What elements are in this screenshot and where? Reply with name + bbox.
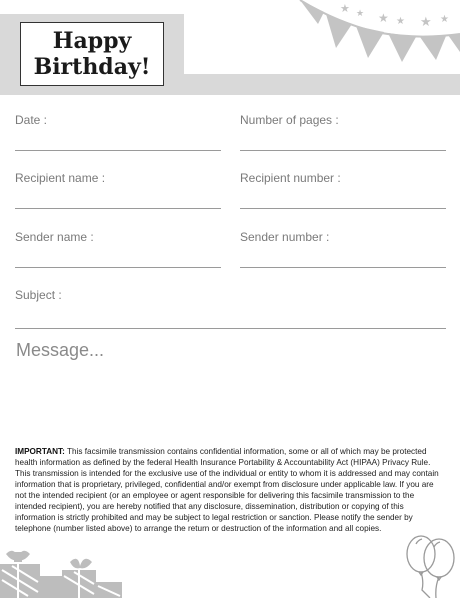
svg-text:★: ★ xyxy=(396,16,405,27)
gift-boxes-decoration xyxy=(0,548,130,598)
recipient-name-line xyxy=(15,208,221,209)
notice-body: This facsimile transmission contains confidential information, some or all of which may be protected health information as defined by the federal Health Insurance Portability & Accountability Act (HIPAA) Privacy Rule. This transmission is intended for the exclusive use of the individual or entity to whom it is addressed and may contain information that is proprietary, privileged, confidential and/or exempt from disclosure under applicable law. If you are not the intended recipient (or an employee or agent responsible for delivering this facsimile transmission to the intended recipient), you are hereby notified that any disclosure, dissemination, distribution or copying of this information is strictly prohibited and may be subject to legal restriction or sanction. Please notify the sender by telephone (number listed above) to arrange the return or destruction of the information and all copies. xyxy=(15,447,439,533)
svg-text:★: ★ xyxy=(420,14,432,29)
date-label: Date : xyxy=(15,113,48,127)
sender-name-line xyxy=(15,267,221,268)
subject-label: Subject : xyxy=(15,288,62,302)
notice-lead: IMPORTANT: xyxy=(15,447,65,456)
sender-number-label: Sender number : xyxy=(240,230,330,244)
recipient-number-line xyxy=(240,208,446,209)
pages-label: Number of pages : xyxy=(240,113,339,127)
sender-name-label: Sender name : xyxy=(15,230,94,244)
title-line-2: Birthday! xyxy=(33,54,151,80)
message-placeholder[interactable]: Message... xyxy=(16,340,105,360)
bunting-decoration xyxy=(296,0,460,62)
title-box xyxy=(20,22,164,86)
svg-text:★: ★ xyxy=(356,8,365,18)
header-strip xyxy=(184,74,460,95)
subject-line xyxy=(15,328,446,329)
confidentiality-notice xyxy=(15,446,445,534)
svg-text:★: ★ xyxy=(440,14,449,25)
recipient-number-label: Recipient number : xyxy=(240,171,341,185)
balloons-decoration xyxy=(402,532,460,598)
title-line-1: Happy xyxy=(52,28,132,54)
recipient-name-label: Recipient name : xyxy=(15,171,106,185)
svg-text:★: ★ xyxy=(378,11,389,25)
svg-text:★: ★ xyxy=(340,3,350,15)
date-line xyxy=(15,150,221,151)
pages-line xyxy=(240,150,446,151)
sender-number-line xyxy=(240,267,446,268)
